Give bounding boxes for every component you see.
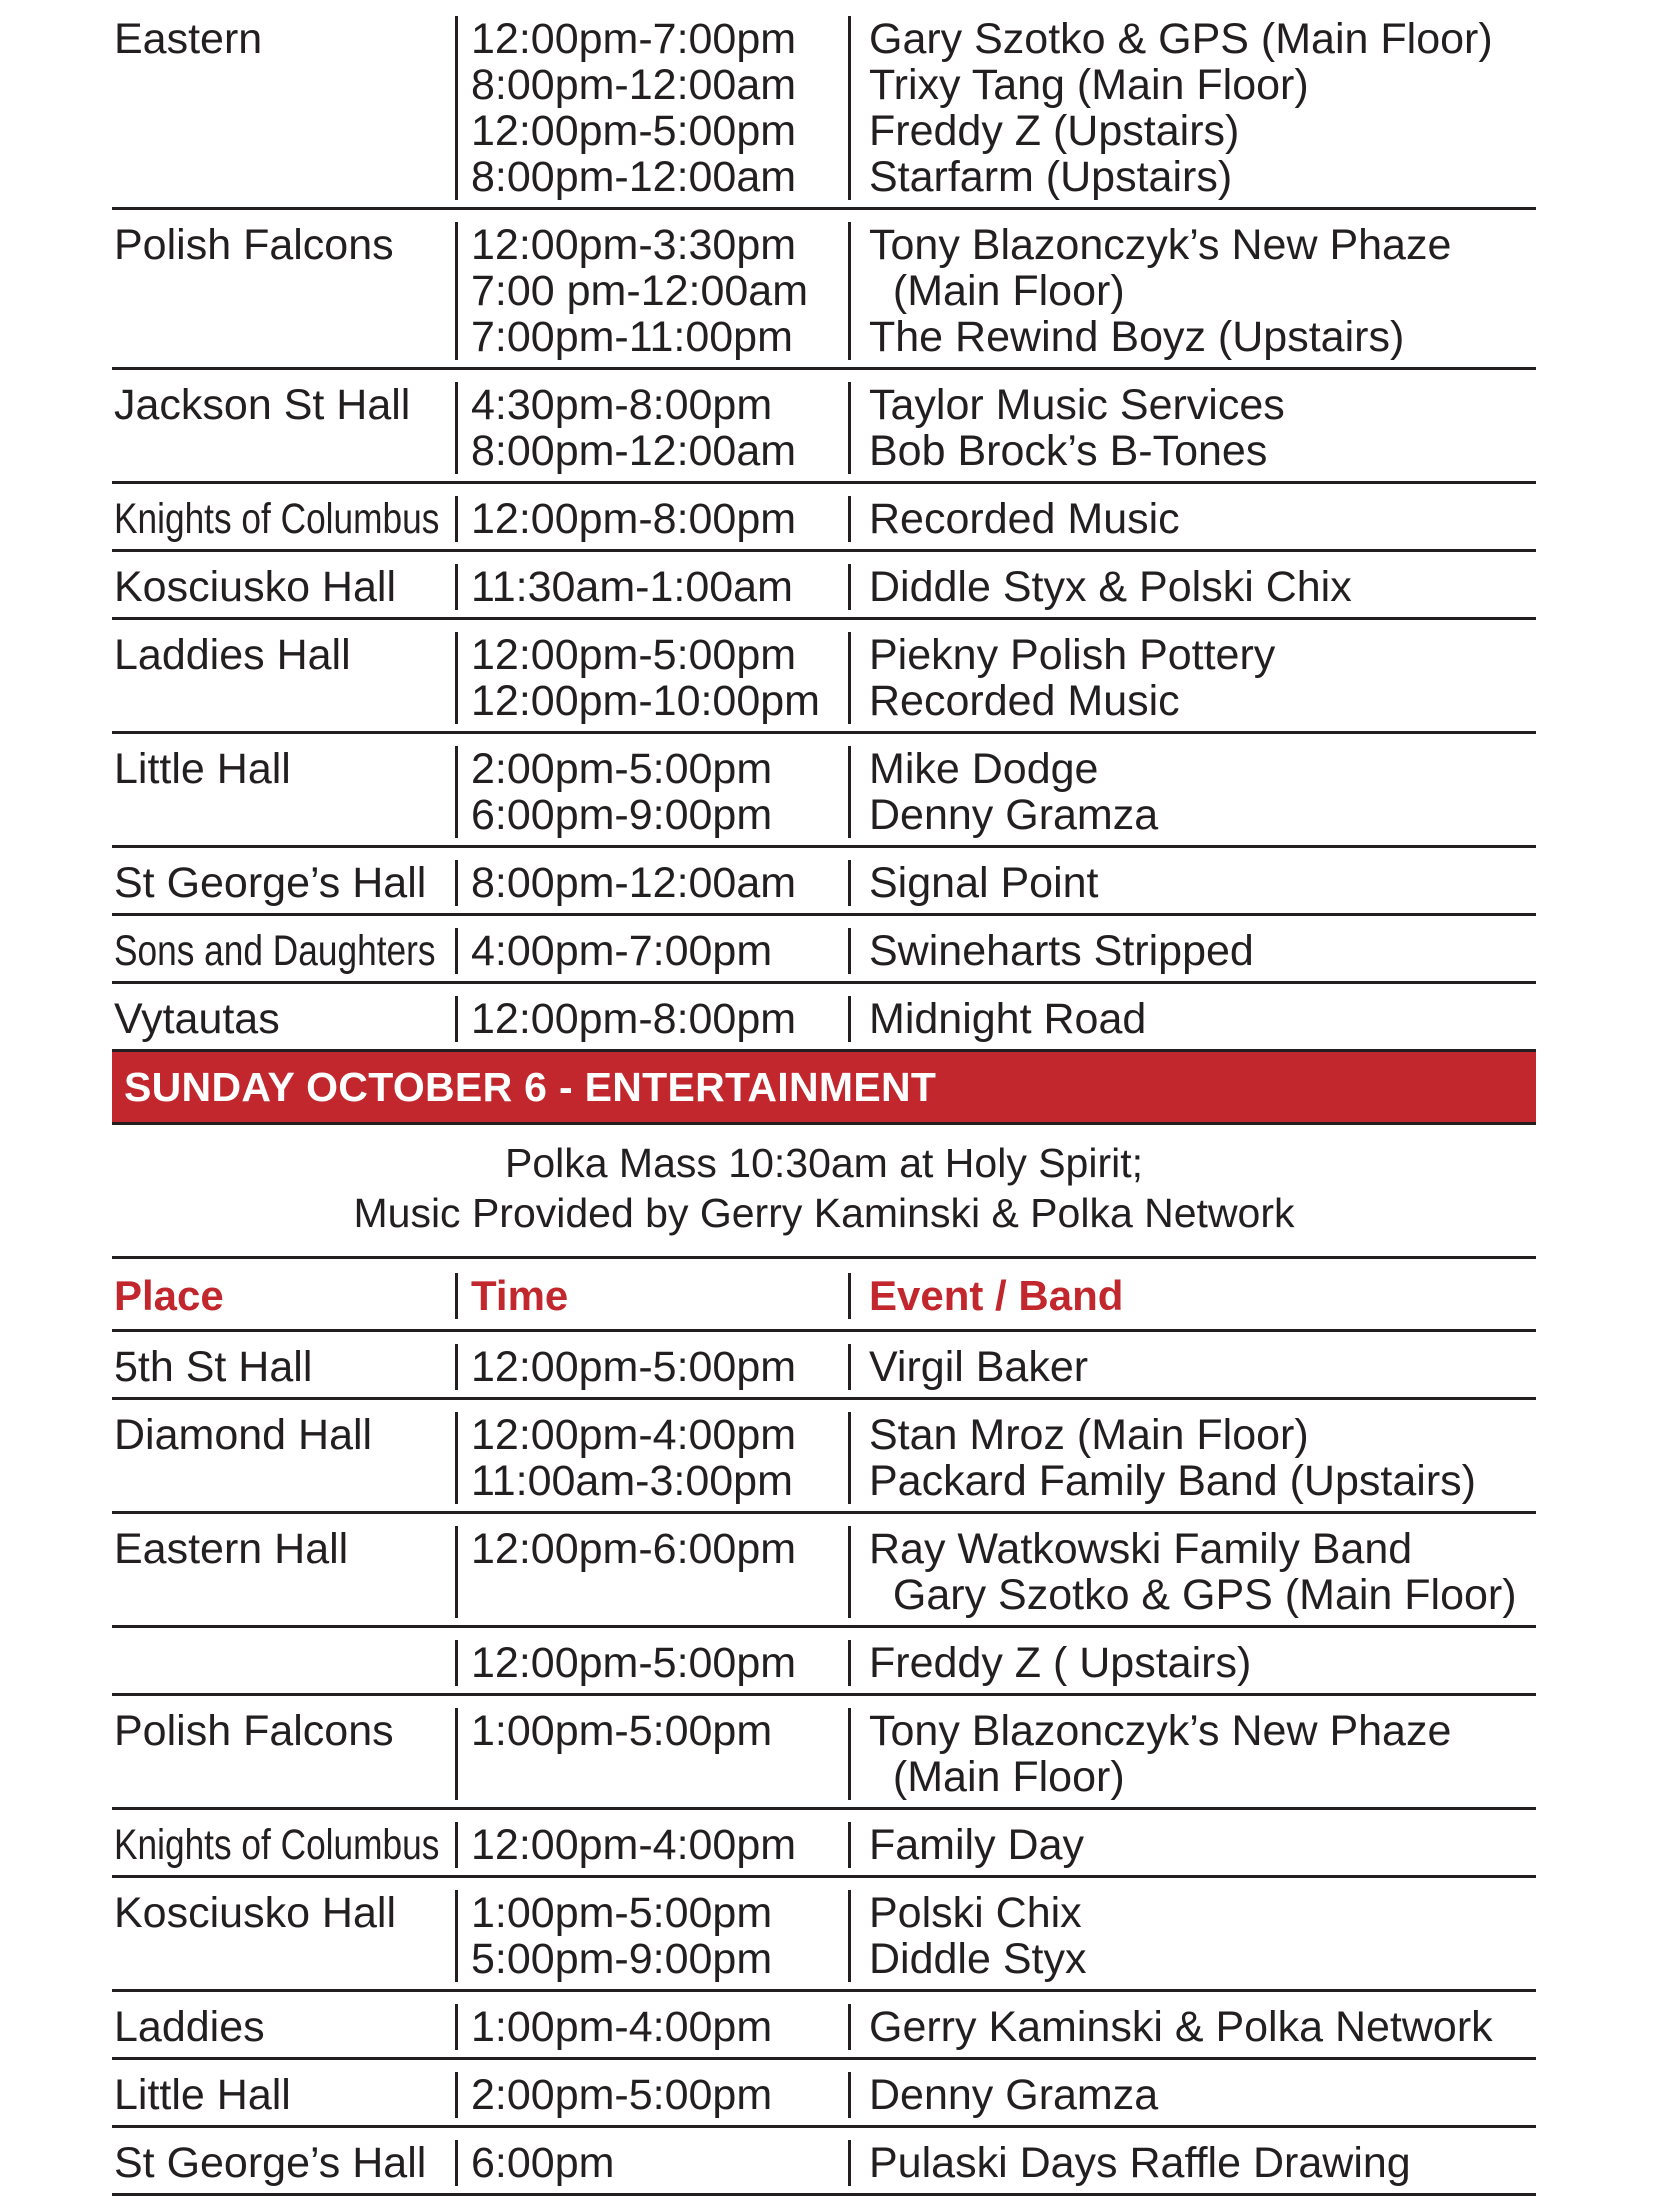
time-slot: 11:00am-3:00pm — [471, 1457, 793, 1504]
place-cell — [112, 222, 458, 360]
time-slot: 8:00pm-12:00am — [471, 427, 797, 474]
place-name: Eastern Hall — [114, 1526, 349, 1573]
place-name: Jackson St Hall — [114, 382, 411, 429]
polka-mass-note — [112, 1125, 1536, 1259]
place-cell — [112, 1708, 458, 1800]
time-slot: 12:00pm-8:00pm — [471, 496, 797, 542]
event-name: Trixy Tang (Main Floor) — [869, 61, 1309, 109]
event-name: Ray Watkowski Family Band — [869, 1526, 1413, 1573]
event-cell — [851, 632, 1536, 724]
place-name: Vytautas — [114, 996, 280, 1042]
table-row — [112, 370, 1536, 484]
event-cell — [851, 2140, 1536, 2186]
table-row — [112, 552, 1536, 620]
time-slot: 12:00pm-5:00pm — [471, 632, 797, 679]
event-cell — [851, 1344, 1536, 1390]
time-slot: 4:30pm-8:00pm — [471, 382, 773, 429]
time-slot: 5:00pm-9:00pm — [471, 1935, 773, 1982]
event-cell — [851, 496, 1536, 542]
event-cell — [851, 1640, 1536, 1686]
event-name: (Main Floor) — [869, 267, 1125, 315]
event-name: Signal Point — [869, 860, 1099, 906]
place-cell — [112, 382, 458, 474]
event-name: Pulaski Days Raffle Drawing — [869, 2140, 1411, 2186]
time-slot: 12:00pm-3:30pm — [471, 222, 797, 269]
place-name: Polish Falcons — [114, 1708, 394, 1755]
time-cell — [458, 1640, 851, 1686]
event-cell — [851, 1822, 1536, 1868]
event-cell — [851, 1412, 1536, 1504]
place-cell — [112, 2140, 458, 2186]
place-cell — [112, 1640, 458, 1686]
time-slot — [471, 1572, 848, 1618]
event-name: Polski Chix — [869, 1890, 1082, 1937]
event-name: Recorded Music — [869, 677, 1180, 724]
time-cell — [458, 2072, 851, 2118]
time-cell — [458, 496, 851, 542]
place-name: Knights of Columbus — [114, 1822, 440, 1868]
time-cell — [458, 2140, 851, 2186]
time-slot: 12:00pm-4:00pm — [471, 1822, 797, 1868]
event-name: Freddy Z ( Upstairs) — [869, 1640, 1252, 1686]
table-row — [112, 484, 1536, 552]
sunday-schedule-table — [112, 1332, 1536, 2196]
event-name: Gary Szotko & GPS (Main Floor) — [869, 1571, 1517, 1618]
table-row — [112, 0, 1536, 210]
place-name: Knights of Columbus — [114, 496, 440, 542]
time-slot: 11:30am-1:00am — [471, 564, 793, 610]
table-row — [112, 734, 1536, 848]
time-cell — [458, 746, 851, 838]
table-row — [112, 2128, 1536, 2196]
time-slot: 12:00pm-10:00pm — [471, 677, 820, 724]
time-cell — [458, 928, 851, 974]
event-name: Gerry Kaminski & Polka Network — [869, 2004, 1493, 2050]
time-cell — [458, 860, 851, 906]
event-name: Denny Gramza — [869, 2072, 1159, 2118]
place-name: Polish Falcons — [114, 222, 394, 269]
table-row — [112, 1992, 1536, 2060]
time-cell — [458, 1890, 851, 1982]
event-cell — [851, 564, 1536, 610]
table-row — [112, 984, 1536, 1052]
event-cell — [851, 222, 1536, 360]
time-slot: 12:00pm-5:00pm — [471, 1640, 797, 1686]
place-cell — [112, 1526, 458, 1618]
event-name: Taylor Music Services — [869, 382, 1285, 429]
table-row — [112, 210, 1536, 370]
place-name: Eastern — [114, 16, 263, 63]
event-name: Mike Dodge — [869, 746, 1099, 793]
time-slot — [471, 1754, 848, 1800]
header-place: Place — [112, 1273, 458, 1319]
table-row — [112, 1400, 1536, 1514]
place-name: St George’s Hall — [114, 2140, 427, 2186]
time-cell — [458, 564, 851, 610]
time-cell — [458, 1412, 851, 1504]
time-slot: 8:00pm-12:00am — [471, 61, 797, 109]
saturday-schedule-table — [112, 0, 1536, 1052]
time-cell — [458, 1708, 851, 1800]
time-cell — [458, 222, 851, 360]
time-slot: 12:00pm-7:00pm — [471, 16, 797, 63]
event-cell — [851, 1526, 1536, 1618]
time-slot: 2:00pm-5:00pm — [471, 2072, 773, 2118]
sunday-banner-title: SUNDAY OCTOBER 6 - ENTERTAINMENT — [124, 1063, 937, 1110]
event-name: Stan Mroz (Main Floor) — [869, 1412, 1309, 1459]
event-name: Diddle Styx & Polski Chix — [869, 564, 1352, 610]
event-name: Piekny Polish Pottery — [869, 632, 1276, 679]
place-name: 5th St Hall — [114, 1344, 313, 1390]
sunday-banner — [112, 1052, 1536, 1125]
place-name: Little Hall — [114, 2072, 291, 2118]
time-cell — [458, 1526, 851, 1618]
event-name: Recorded Music — [869, 496, 1180, 542]
time-slot: 12:00pm-4:00pm — [471, 1412, 797, 1459]
time-cell — [458, 632, 851, 724]
place-name: Kosciusko Hall — [114, 1890, 396, 1937]
note-line: Music Provided by Gerry Kaminski & Polka Network — [353, 1190, 1295, 1236]
time-slot: 1:00pm-5:00pm — [471, 1890, 773, 1937]
table-row — [112, 2060, 1536, 2128]
event-name: The Rewind Boyz (Upstairs) — [869, 313, 1405, 360]
place-name: Laddies Hall — [114, 632, 351, 679]
place-cell — [112, 860, 458, 906]
sunday-table-header — [112, 1259, 1536, 1332]
time-cell — [458, 1822, 851, 1868]
event-cell — [851, 1708, 1536, 1800]
table-row — [112, 1810, 1536, 1878]
event-name: Freddy Z (Upstairs) — [869, 107, 1240, 155]
time-slot: 12:00pm-5:00pm — [471, 1344, 797, 1390]
time-cell — [458, 382, 851, 474]
place-cell — [112, 496, 458, 542]
time-slot: 12:00pm-8:00pm — [471, 996, 797, 1042]
place-name: Diamond Hall — [114, 1412, 373, 1459]
time-slot: 7:00 pm-12:00am — [471, 267, 809, 315]
table-row — [112, 1878, 1536, 1992]
place-cell — [112, 632, 458, 724]
event-cell — [851, 382, 1536, 474]
time-cell — [458, 1344, 851, 1390]
place-cell — [112, 564, 458, 610]
header-time: Time — [458, 1273, 851, 1319]
place-name: Sons and Daughters — [114, 928, 436, 974]
place-cell — [112, 2004, 458, 2050]
schedule-page — [112, 0, 1536, 2196]
event-name: Bob Brock’s B-Tones — [869, 427, 1268, 474]
place-cell — [112, 1344, 458, 1390]
header-event: Event / Band — [869, 1273, 1124, 1319]
table-row — [112, 916, 1536, 984]
time-slot: 12:00pm-5:00pm — [471, 107, 797, 155]
table-row — [112, 848, 1536, 916]
event-cell — [851, 860, 1536, 906]
event-cell — [851, 2004, 1536, 2050]
time-slot: 8:00pm-12:00am — [471, 153, 797, 200]
event-cell — [851, 1890, 1536, 1982]
place-name: Kosciusko Hall — [114, 564, 396, 610]
event-name: Packard Family Band (Upstairs) — [869, 1457, 1476, 1504]
event-cell — [851, 16, 1536, 200]
event-name: Starfarm (Upstairs) — [869, 153, 1233, 200]
table-row — [112, 620, 1536, 734]
place-name: St George’s Hall — [114, 860, 427, 906]
place-cell — [112, 2072, 458, 2118]
time-slot: 12:00pm-6:00pm — [471, 1526, 797, 1573]
time-slot: 8:00pm-12:00am — [471, 860, 797, 906]
event-name: Tony Blazonczyk’s New Phaze — [869, 1708, 1452, 1755]
place-name: Little Hall — [114, 746, 291, 793]
place-cell — [112, 1412, 458, 1504]
event-name: Denny Gramza — [869, 791, 1159, 838]
event-name: Family Day — [869, 1822, 1085, 1868]
time-slot: 1:00pm-4:00pm — [471, 2004, 773, 2050]
time-cell — [458, 16, 851, 200]
note-line: Polka Mass 10:30am at Holy Spirit; — [504, 1140, 1144, 1186]
event-cell — [851, 928, 1536, 974]
place-cell — [112, 1890, 458, 1982]
place-cell — [112, 928, 458, 974]
time-slot: 1:00pm-5:00pm — [471, 1708, 773, 1755]
time-cell — [458, 2004, 851, 2050]
place-name: Laddies — [114, 2004, 265, 2050]
time-cell — [458, 996, 851, 1042]
table-row — [112, 1696, 1536, 1810]
table-row — [112, 1514, 1536, 1628]
time-slot: 4:00pm-7:00pm — [471, 928, 773, 974]
event-cell — [851, 996, 1536, 1042]
event-cell — [851, 746, 1536, 838]
time-slot: 7:00pm-11:00pm — [471, 313, 793, 360]
event-name: Gary Szotko & GPS (Main Floor) — [869, 16, 1493, 63]
event-name: Virgil Baker — [869, 1344, 1089, 1390]
place-cell — [112, 1822, 458, 1868]
event-name: Tony Blazonczyk’s New Phaze — [869, 222, 1452, 269]
place-cell — [112, 996, 458, 1042]
time-slot: 2:00pm-5:00pm — [471, 746, 773, 793]
event-cell — [851, 2072, 1536, 2118]
event-name: Diddle Styx — [869, 1935, 1087, 1982]
place-cell — [112, 16, 458, 200]
place-cell — [112, 746, 458, 838]
table-row — [112, 1332, 1536, 1400]
event-name: (Main Floor) — [869, 1753, 1125, 1800]
time-slot: 6:00pm — [471, 2140, 615, 2186]
table-row — [112, 1628, 1536, 1696]
time-slot: 6:00pm-9:00pm — [471, 791, 773, 838]
event-name: Midnight Road — [869, 996, 1147, 1042]
event-name: Swineharts Stripped — [869, 928, 1254, 974]
